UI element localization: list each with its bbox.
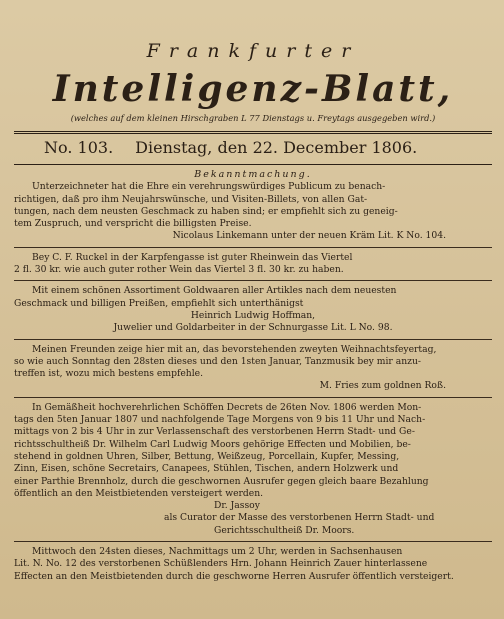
- notice-text: öffentlich an den Meistbietenden versteigert werden.: [14, 487, 264, 499]
- notice-text: tags den 5ten Januar 1807 und nachfolgende Tage Morgens von 9 bis 11 Uhr und Nach-: [14, 414, 426, 426]
- masthead-city: Frankfurter: [146, 40, 360, 62]
- notice-text: mittags von 2 bis 4 Uhr in zur Verlassenschaft des verstorbenen Herrn Stadt- und Ge-: [14, 426, 415, 438]
- notice-text: Geschmack und billigen Preißen, empfiehlt sich unterthänigst: [14, 297, 304, 309]
- notice-text: In Gemäßheit hochverehrlichen Schöffen Decrets de 26ten Nov. 1806 werden Mon-: [32, 401, 422, 413]
- notice-text: richtigen, daß pro ihm Neujahrswünsche, und Visiten-Billets, von allen Gat-: [14, 193, 368, 205]
- notice-text: Bey C. F. Ruckel in der Karpfengasse ist guter Rheinwein das Viertel: [32, 251, 353, 263]
- notice-text: 2 fl. 30 kr. wie auch guter rother Wein das Viertel 3 fl. 30 kr. zu haben.: [14, 264, 344, 276]
- notice-text: Mit einem schönen Assortiment Goldwaaren aller Artikles nach dem neuesten: [32, 285, 397, 297]
- divider: [14, 541, 492, 542]
- notice-text: treffen ist, wozu mich bestens empfehle.: [14, 368, 204, 380]
- notice-heading: Bekanntmachung.: [194, 169, 312, 180]
- notice-wine: [14, 252, 492, 277]
- divider: [14, 247, 492, 248]
- masthead-title: Intelligenz-Blatt,: [52, 68, 454, 110]
- notice-text: Effecten an den Meistbietenden durch die geschworne Herren Ausrufer öffentlich versteigert.: [14, 570, 454, 582]
- notice-text: Lit. N. No. 12 des verstorbenen Schüßlenders Hrn. Johann Heinrich Zauer hinterlassene: [14, 558, 428, 570]
- notice-text: stehend in goldnen Uhren, Silber, Bettung, Weißzeug, Porcellain, Kupfer, Messing,: [14, 450, 400, 462]
- notice-text: tungen, nach dem neusten Geschmack zu haben sind; er empfiehlt sich zu geneig-: [14, 205, 398, 217]
- notice-sale: [14, 546, 492, 583]
- notice-text: Meinen Freunden zeige hier mit an, das bevorstehenden zweyten Weihnachtsfeyertag,: [32, 343, 437, 355]
- notice-text: Zinn, Eisen, schöne Secretairs, Canapees, Stühlen, Tischen, andern Holzwerk und: [14, 463, 399, 475]
- issue-number: No. 103.: [44, 138, 114, 157]
- notice-jeweller: [14, 285, 492, 334]
- divider: [14, 280, 492, 281]
- issue-date: Dienstag, den 22. December 1806.: [135, 138, 418, 157]
- notice-signature: Heinrich Ludwig Hoffman,: [190, 309, 316, 321]
- notice-text: Mittwoch den 24sten dieses, Nachmittags um 2 Uhr, werden in Sachsenhausen: [32, 546, 403, 558]
- notice-dance: [14, 344, 492, 393]
- notice-signature: Nicolaus Linkemann unter der neuen Kräm Lit. K No. 104.: [172, 230, 446, 242]
- masthead-subtitle: (welches auf dem kleinen Hirschgraben L 77 Dienstags u. Freytags ausgegeben wird.): [70, 113, 436, 123]
- issue-rule: [14, 164, 492, 165]
- divider: [14, 397, 492, 398]
- notice-announcement: [14, 169, 492, 243]
- issue-line: [14, 134, 492, 159]
- notice-address: Juwelier und Goldarbeiter in der Schnurgasse Lit. L No. 98.: [113, 322, 393, 334]
- notice-text: richtsschultheiß Dr. Wilhelm Carl Ludwig Moors gehörige Effecten und Mobilien, be-: [14, 438, 411, 450]
- notice-signature: Dr. Jassoy: [214, 500, 260, 512]
- notice-signature: M. Fries zum goldnen Roß.: [319, 380, 446, 392]
- notice-text: einer Parthie Brennholz, durch die geschwornen Ausrufer gegen gleich baare Bezahlung: [14, 475, 429, 487]
- notice-text: so wie auch Sonntag den 28sten dieses und den 1sten Januar, Tanzmusik bey mir anzu-: [14, 355, 421, 367]
- notice-text: tem Zuspruch, und verspricht die billigsten Preise.: [14, 218, 252, 230]
- notice-auction: [14, 402, 492, 537]
- divider: [14, 339, 492, 340]
- notice-text: Unterzeichneter hat die Ehre ein verehrungswürdiges Publicum zu benach-: [32, 181, 386, 193]
- notice-signature-line: Gerichtsschultheiß Dr. Moors.: [214, 524, 355, 536]
- notice-signature-line: als Curator der Masse des verstorbenen Herrn Stadt- und: [164, 512, 435, 524]
